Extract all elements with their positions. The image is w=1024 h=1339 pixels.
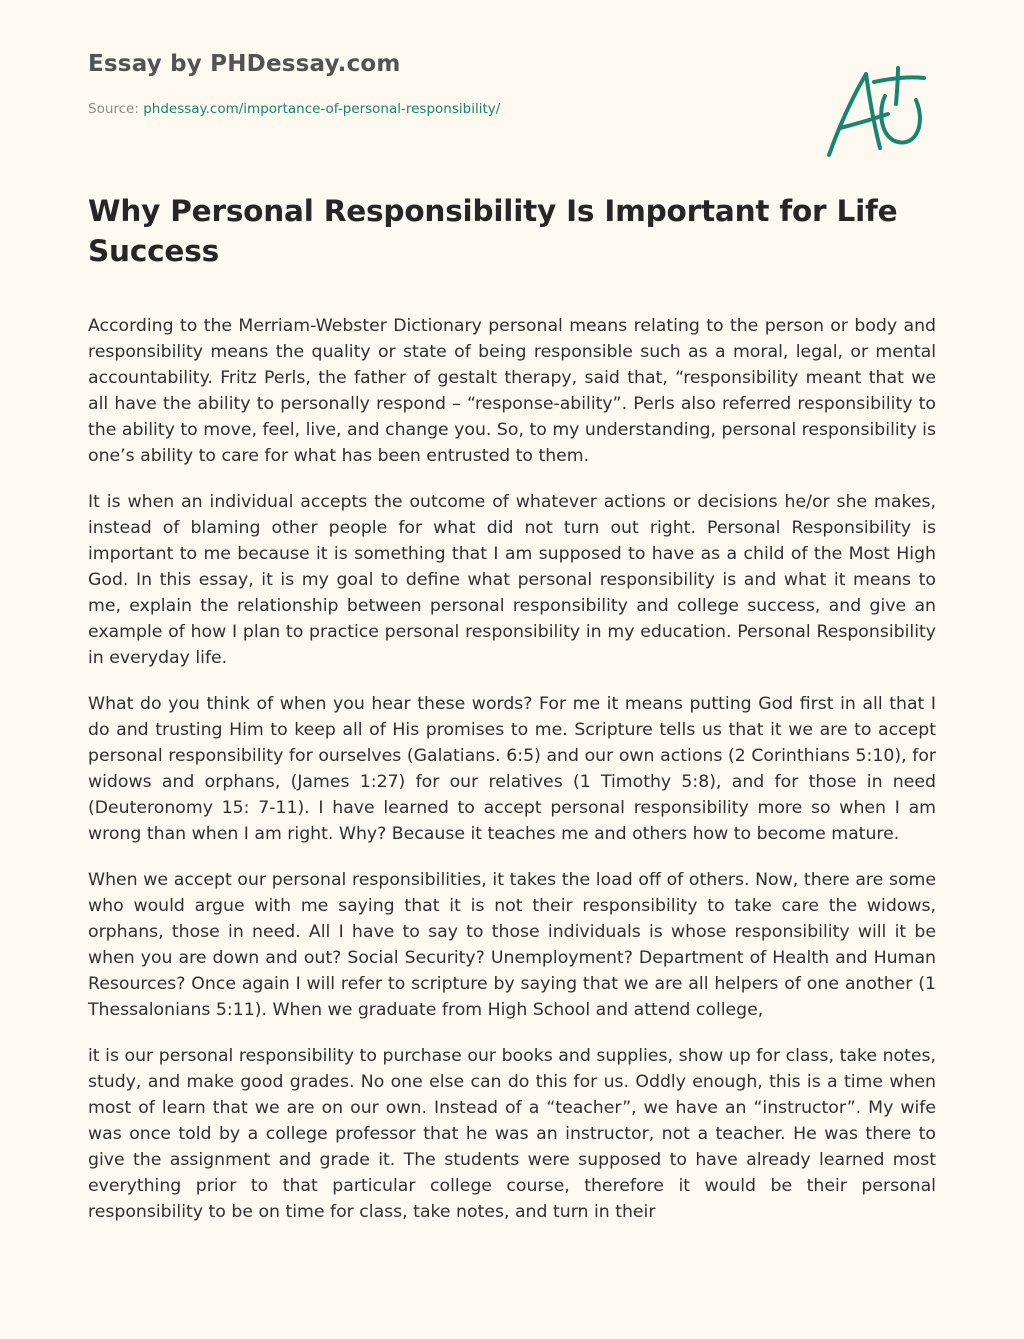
logo-plus-vertical: [896, 68, 898, 104]
logo-a-stroke: [829, 74, 880, 155]
essay-paragraph: When we accept our personal responsibilities, it takes the load off of others. Now, there are some who would argue with me saying that it is not their responsibility to take care the widows, orphans, those in need. All I have to say to those individuals is whose responsibility will it be when you are down and out? Social Security? Unemployment? Department of Health and Human Resources? Once again I will refer to scripture by saying that we are all helpers of one another (1 Thessalonians 5:11). When we graduate from High School and attend college,: [88, 870, 936, 1020]
source-link[interactable]: phdessay.com/importance-of-personal-responsibility/: [143, 101, 501, 117]
a-plus-logo-icon: [822, 62, 932, 162]
logo-swirl: [881, 96, 920, 142]
essay-paragraph: According to the Merriam-Webster Dictionary personal means relating to the person or body and responsibility means the quality or state of being responsible such as a moral, legal, or mental accountability. Fritz Perls, the father of gestalt therapy, said that, “responsibility meant that we all have the ability to personally respond – “response-ability”. Perls also referred responsibility to the ability to move, feel, live, and change you. So, to my understanding, personal responsibility is one’s ability to care for what has been entrusted to them.: [88, 316, 936, 466]
essay-paragraph: It is when an individual accepts the outcome of whatever actions or decisions he/or she makes, instead of blaming other people for what did not turn out right. Personal Responsibility is important to me because it is something that I am supposed to have as a child of the Most High God. In this essay, it is my goal to define what personal responsibility is and what it means to me, explain the relationship between personal responsibility and college success, and give an example of how I plan to practice personal responsibility in my education. Personal Responsibility in everyday life.: [88, 492, 936, 668]
source-line: [88, 101, 500, 117]
site-brand: Essay by PHDessay.com: [88, 51, 401, 77]
essay-title: Why Personal Responsibility Is Important for Life Success: [88, 194, 898, 268]
essay-paragraph: it is our personal responsibility to purchase our books and supplies, show up for class, take notes, study, and make good grades. No one else can do this for us. Oddly enough, this is a time when most of learn that we are on our own. Instead of a “teacher”, we have an “instructor”. My wife was once told by a college professor that he was an instructor, not a teacher. He was there to give the assignment and grade it. The students were supposed to have already learned most everything prior to that particular college course, therefore it would be their personal responsibility to be on time for class, take notes, and turn in their: [88, 1046, 936, 1222]
source-label: Source:: [88, 101, 144, 117]
essay-body: [88, 313, 936, 1245]
essay-paragraph: What do you think of when you hear these words? For me it means putting God first in all that I do and trusting Him to keep all of His promises to me. Scripture tells us that it we are to accept personal responsibility for ourselves (Galatians. 6:5) and our own actions (2 Corinthians 5:10), for widows and orphans, (James 1:27) for our relatives (1 Timothy 5:8), and for those in need (Deuteronomy 15: 7-11). I have learned to accept personal responsibility more so when I am wrong than when I am right. Why? Because it teaches me and others how to become mature.: [88, 694, 936, 844]
